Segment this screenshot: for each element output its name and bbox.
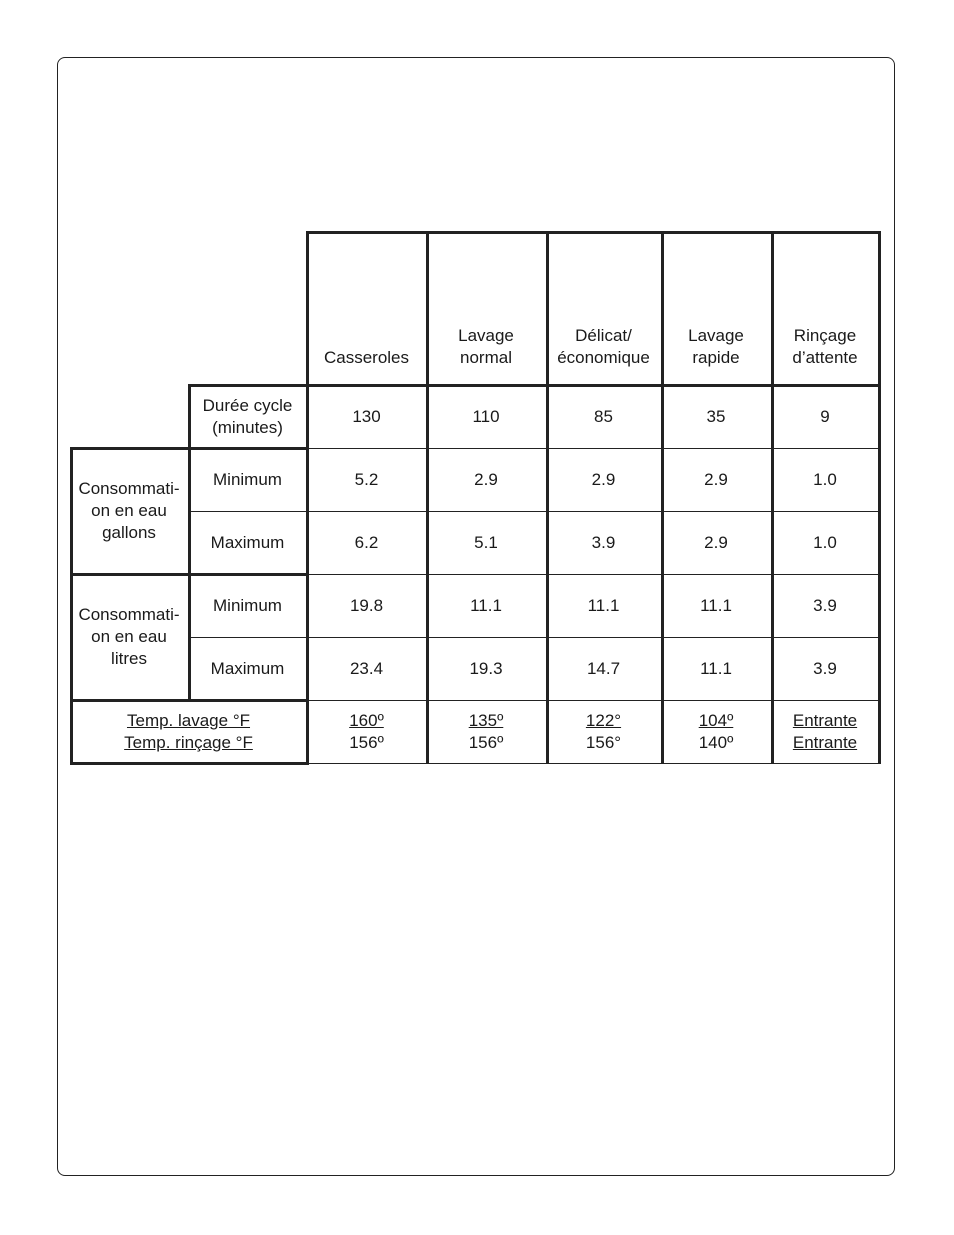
cycle-value-3 (546, 385, 661, 448)
grid-row-6 (307, 700, 879, 701)
grid-row-4 (307, 574, 879, 575)
litres-min-value-5-text-1: 3.9 (813, 595, 837, 615)
litres-max-value-1-text-1: 23.4 (349, 658, 384, 678)
grid-header-bottom (188, 384, 879, 387)
temperature-value-1 (307, 700, 426, 763)
temperature-value-5-text-1: Entrante (792, 710, 858, 730)
temperature-value-1-text-2: 156º (349, 732, 384, 752)
cycle-duration-label-text-2: (minutes) (212, 417, 283, 437)
column-header-3-text-1: Délicat/ (575, 326, 632, 345)
cycle-value-2-text-1: 110 (472, 406, 500, 426)
grid-row-5 (188, 637, 879, 638)
gallons-max-value-5-text-1: 1.0 (813, 532, 837, 552)
gallons-min-value-4-text-1: 2.9 (704, 469, 728, 489)
gallons-min-value-2-text-1: 2.9 (474, 469, 498, 489)
temperature-label-text-1: Temp. lavage °F (126, 710, 251, 730)
grid-bottom-left-thick (70, 762, 307, 765)
gallons-max-value-1 (307, 511, 426, 574)
grid-col-4 (546, 231, 549, 763)
cycle-value-3-text-1: 85 (594, 406, 613, 426)
litres-max-value-4-text-1: 11.1 (700, 658, 732, 678)
litres-min-label-text-1: Minimum (213, 595, 282, 615)
column-header-4-text-2: rapide (692, 348, 740, 367)
column-header-5-text-1: Rinçage (793, 326, 857, 345)
gallons-min-value-3 (546, 448, 661, 511)
grid-bottom (307, 763, 879, 764)
gallons-min-value-3-text-1: 2.9 (591, 469, 616, 489)
gallons-min-value-1 (307, 448, 426, 511)
grid-row-2 (307, 448, 879, 449)
cycle-value-4-text-1: 35 (706, 406, 726, 426)
litres-max-label (188, 637, 307, 700)
temperature-value-3-text-1: 122° (585, 710, 622, 730)
grid-top-border (307, 231, 879, 234)
litres-min-value-3-text-1: 11.1 (587, 595, 620, 615)
litres-min-value-3 (546, 574, 661, 637)
grid-left-border (70, 447, 73, 764)
column-header-5 (771, 231, 879, 385)
litres-min-label (188, 574, 307, 637)
temperature-value-4-text-2: 140º (698, 732, 734, 752)
gallons-max-value-4-text-1: 2.9 (704, 532, 728, 552)
cycle-duration-label-text-1: Durée cycle (202, 395, 293, 415)
gallons-max-value-5 (771, 511, 879, 574)
cycle-value-4 (661, 385, 771, 448)
litres-min-value-5 (771, 574, 879, 637)
litres-max-value-2 (426, 637, 546, 700)
column-header-1 (307, 231, 426, 385)
gallons-min-value-5 (771, 448, 879, 511)
grid-row-3 (188, 511, 879, 512)
grid-label-divider (306, 231, 309, 765)
temperature-value-3 (546, 700, 661, 763)
temperature-value-3-text-2: 156° (585, 732, 622, 752)
temperature-label (70, 700, 307, 763)
grid-col-3 (426, 231, 429, 763)
grid-sublabel-divider (188, 384, 191, 700)
temperature-value-1-text-1: 160º (349, 710, 384, 730)
temperature-value-4 (661, 700, 771, 763)
grid-col-6 (771, 231, 774, 763)
litres-max-value-3-text-1: 14.7 (586, 658, 621, 678)
litres-min-value-4-text-1: 11.1 (700, 595, 732, 615)
litres-max-value-5-text-1: 3.9 (813, 658, 837, 678)
temperature-value-5-text-2: Entrante (792, 732, 858, 752)
gallons-max-value-1-text-1: 6.2 (354, 532, 379, 552)
gallons-max-value-2-text-1: 5.1 (474, 532, 498, 552)
gallons-max-label-text-1: Maximum (210, 532, 285, 552)
litres-max-label-text-1: Maximum (210, 658, 285, 678)
litres-max-value-4 (661, 637, 771, 700)
grid-col-5 (661, 231, 664, 763)
cycle-value-5-text-1: 9 (820, 406, 830, 426)
gallons-min-value-1-text-1: 5.2 (354, 469, 379, 489)
gallons-min-value-2 (426, 448, 546, 511)
litres-min-value-1 (307, 574, 426, 637)
gallons-min-value-4 (661, 448, 771, 511)
gallons-min-value-5-text-1: 1.0 (813, 469, 837, 489)
column-header-4 (661, 231, 771, 385)
litres-min-value-4 (661, 574, 771, 637)
litres-group-label-text-2: on en eau (91, 627, 167, 646)
gallons-max-value-3-text-1: 3.9 (591, 532, 616, 552)
cycle-value-5 (771, 385, 879, 448)
temperature-value-5 (771, 700, 879, 763)
litres-max-value-2-text-1: 19.3 (469, 658, 503, 678)
column-header-2-text-1: Lavage (458, 326, 514, 345)
gallons-group-label-text-2: on en eau (91, 501, 167, 520)
cycle-value-1-text-1: 130 (352, 406, 381, 426)
column-header-2 (426, 231, 546, 385)
litres-max-value-1 (307, 637, 426, 700)
litres-max-value-3 (546, 637, 661, 700)
column-header-3-text-2: économique (557, 348, 650, 367)
litres-group-label (70, 574, 188, 700)
litres-max-value-5 (771, 637, 879, 700)
cycle-value-1 (307, 385, 426, 448)
temperature-label-text-2: Temp. rinçage °F (124, 732, 253, 752)
litres-min-value-1-text-1: 19.8 (349, 595, 384, 615)
gallons-max-value-3 (546, 511, 661, 574)
temperature-value-2-text-2: 156º (468, 732, 504, 752)
column-header-4-text-1: Lavage (688, 326, 744, 345)
gallons-group-label-text-3: gallons (102, 523, 156, 542)
temperature-value-2 (426, 700, 546, 763)
temperature-value-4-text-1: 104º (698, 710, 734, 730)
litres-group-label-text-1: Consommati- (78, 605, 180, 624)
column-header-5-text-2: d’attente (792, 348, 858, 367)
gallons-min-label (188, 448, 307, 511)
litres-min-value-2 (426, 574, 546, 637)
grid-right-border (878, 231, 881, 764)
gallons-group-label-text-1: Consommati- (78, 479, 180, 498)
cycle-duration-label (188, 385, 307, 448)
gallons-max-value-4 (661, 511, 771, 574)
cycle-value-2 (426, 385, 546, 448)
column-header-2-text-2: normal (460, 348, 512, 367)
column-header-3 (546, 231, 661, 385)
gallons-max-value-2 (426, 511, 546, 574)
temperature-value-2-text-1: 135º (468, 710, 504, 730)
gallons-group-label (70, 448, 188, 574)
gallons-min-label-text-1: Minimum (213, 469, 282, 489)
column-header-1-text-1: Casseroles (323, 348, 410, 367)
gallons-max-label (188, 511, 307, 574)
litres-group-label-text-3: litres (111, 649, 147, 668)
litres-min-value-2-text-1: 11.1 (470, 595, 502, 615)
